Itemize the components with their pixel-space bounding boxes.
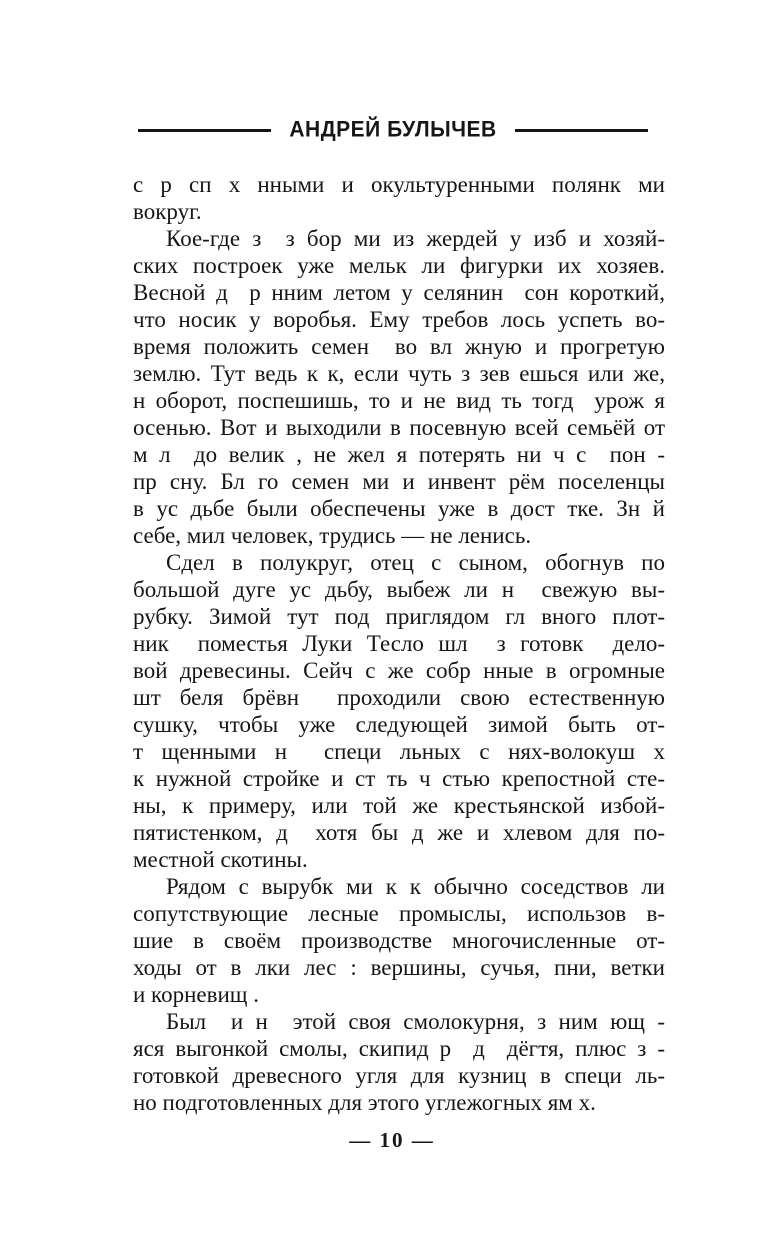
text-line: пятистенком, д хотя бы д же и хлевом для по- [133, 820, 665, 845]
text-line: шт беля брёвн проходили свою естественную [133, 685, 665, 710]
text-line: Весной д р нним летом у селянин сон короткий, [133, 280, 665, 305]
text-line: Кое-где з з бор ми из жердей у изб и хозяй- [166, 226, 665, 251]
page-number: — 10 — [349, 1128, 435, 1152]
text-line: осенью. Вот и выходили в посевную всей семьёй от [133, 415, 665, 440]
text-line: готовкой древесного угля для кузниц в специ ль- [133, 1063, 665, 1088]
paragraph [133, 549, 665, 873]
paragraph [133, 1008, 665, 1116]
text-line: себе, мил человек, трудись — не ленись. [133, 523, 532, 548]
text-line: к нужной стройке и ст ть ч стью крепостной сте- [133, 766, 665, 791]
header-rule-left [138, 129, 271, 132]
paragraph [133, 873, 665, 1008]
text-line: большой дуге ус дьбу, выбеж ли н свежую вы- [133, 577, 665, 602]
page-header [138, 118, 648, 142]
paragraph [133, 171, 665, 225]
paragraph [133, 225, 665, 549]
text-line: рубку. Зимой тут под приглядом гл вного плот- [133, 604, 665, 629]
text-line: землю. Тут ведь к к, если чуть з зев ешься или же, [133, 361, 665, 386]
text-line: ходы от в лки лес : вершины, сучья, пни, ветки [133, 955, 665, 980]
text-line: Был и н этой своя смолокурня, з ним ющ - [166, 1009, 665, 1034]
text-line: пр сну. Бл го семен ми и инвент рём поселенцы [133, 469, 665, 494]
text-line: м л до велик , не жел я потерять ни ч с пон - [133, 442, 665, 467]
text-line: местной скотины. [133, 847, 308, 872]
text-line: сушку, чтобы уже следующей зимой быть от- [133, 712, 665, 737]
text-line: ник поместья Луки Тесло шл з готовк дело- [133, 631, 665, 656]
text-line: т щенными н специ льных с нях-волокуш х [133, 739, 665, 764]
page-body [133, 171, 665, 1116]
text-line: в ус дьбе были обеспечены уже в дост тке. Зн й [133, 496, 665, 521]
text-line: яся выгонкой смолы, скипид р д дёгтя, плюс з - [133, 1036, 665, 1061]
text-line: сопутствующие лесные промыслы, использов в- [133, 901, 665, 926]
text-line: вокруг. [133, 199, 202, 224]
text-line: Рядом с вырубк ми к к обычно соседствов ли [166, 874, 665, 899]
text-line: но подготовленных для этого углежогных ям х. [133, 1090, 596, 1115]
page-footer [0, 1128, 768, 1153]
text-line: что носик у воробья. Ему требов лось успеть во- [133, 307, 665, 332]
text-line: ны, к примеру, или той же крестьянской избой- [133, 793, 665, 818]
text-line: с р сп х нными и окультуренными полянк ми [133, 172, 665, 197]
header-rule-right [515, 129, 648, 132]
text-line: ских построек уже мельк ли фигурки их хозяев. [133, 253, 665, 278]
text-line: н оборот, поспешишь, то и не вид ть тогд урож я [133, 388, 665, 413]
text-line: и корневищ . [133, 982, 259, 1007]
author-name: АНДРЕЙ БУЛЫЧЕВ [289, 117, 497, 142]
text-line: Сдел в полукруг, отец с сыном, обогнув по [166, 550, 665, 575]
text-line: время положить семен во вл жную и прогретую [133, 334, 665, 359]
text-line: шие в своём производстве многочисленные от- [133, 928, 665, 953]
text-line: вой древесины. Сейч с же собр нные в огромные [133, 658, 665, 683]
